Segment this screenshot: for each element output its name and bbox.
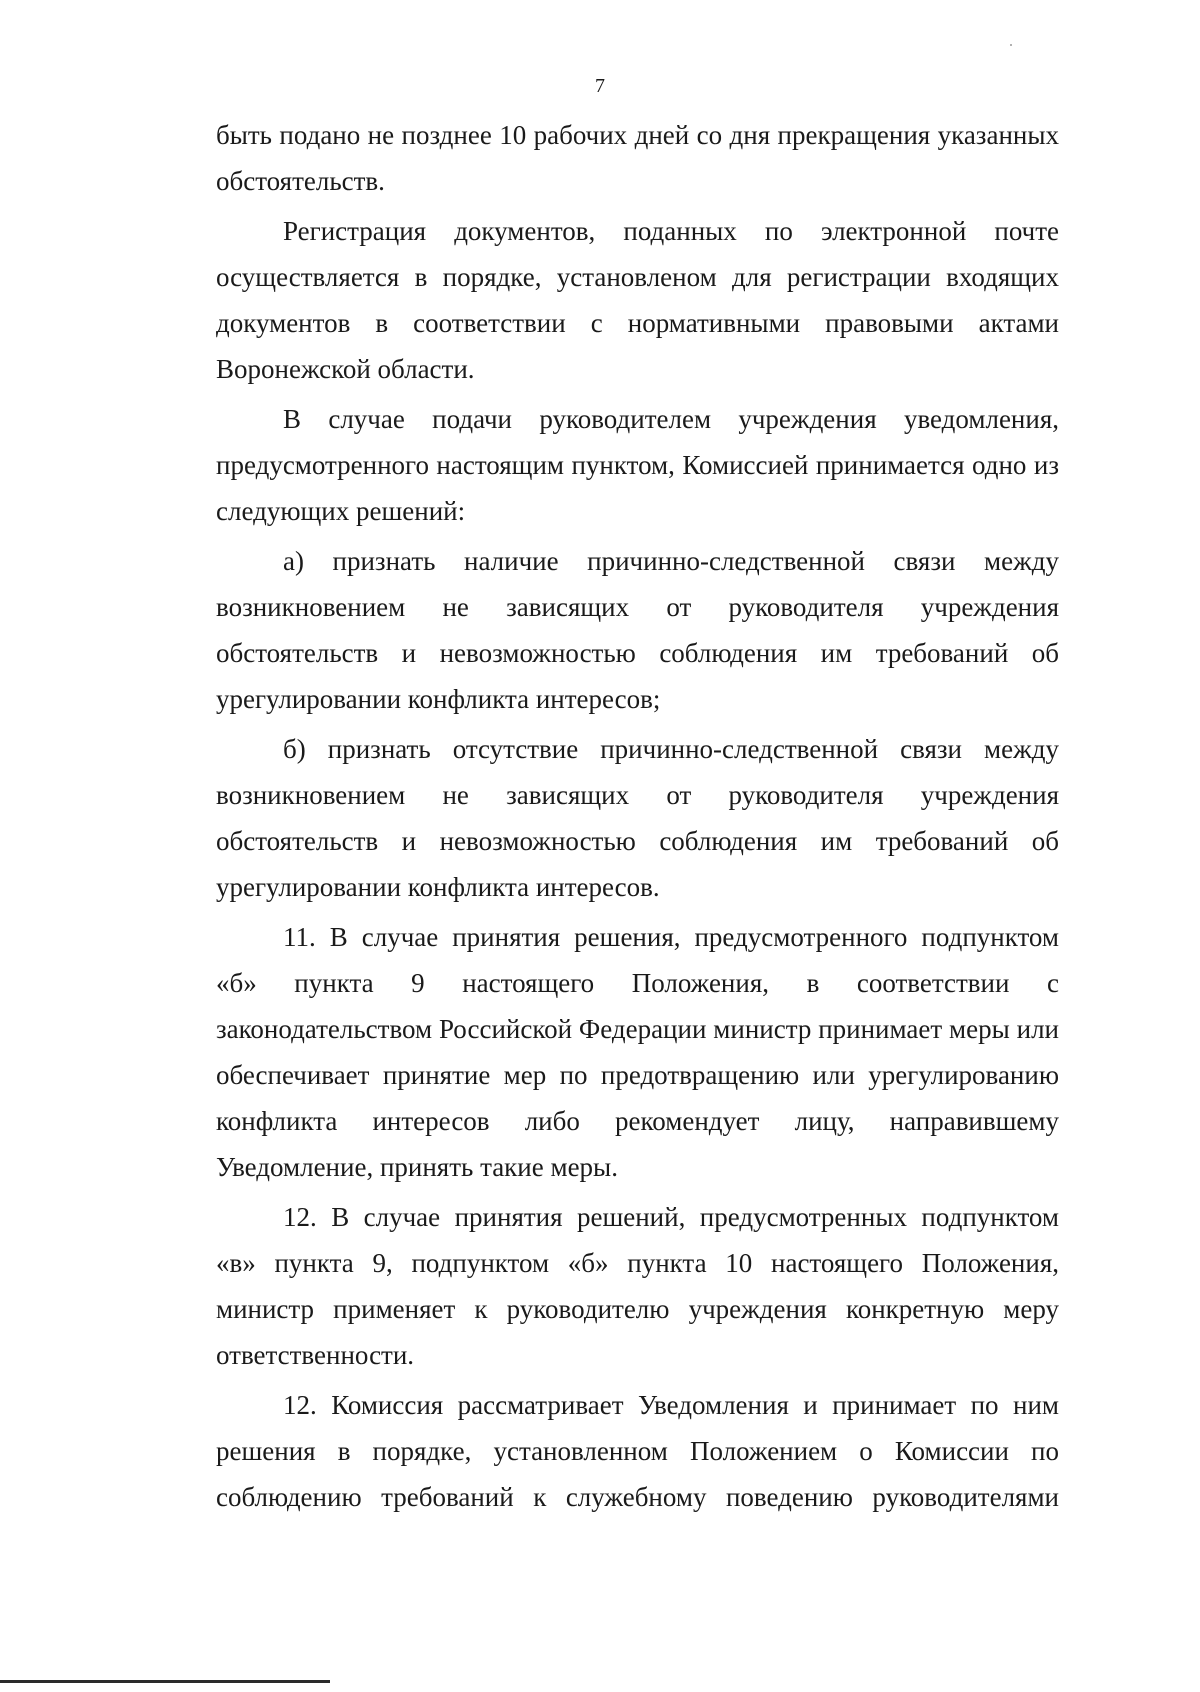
scan-speck: [1010, 44, 1012, 46]
paragraph-continuation: быть подано не позднее 10 рабочих дней со дня прекращения указанных обстоятельств.: [216, 120, 1059, 196]
bottom-rule: [0, 1680, 330, 1683]
paragraph-option-a: а) признать наличие причинно-следственной связи между возникновением не зависящих от руководителя учреждения обстоятельств и невозможностью соблюдения им требований об урегулировании конфликта интересов;: [216, 546, 1059, 714]
paragraph-item-11: 11. В случае принятия решения, предусмотренного подпунктом «б» пункта 9 настоящего Положения, в соответствии с законодательством Российской Федерации министр принимает меры или обеспечивает принятие мер по предотвращению или урегулированию конфликта интересов либо рекомендует лицу, направившему Уведомление, принять такие меры.: [216, 922, 1059, 1182]
paragraph-item-12-commission: 12. Комиссия рассматривает Уведомления и принимает по ним решения в порядке, установленном Положением о Комиссии по соблюдению требований к служебному поведению руководителями: [216, 1390, 1059, 1512]
document-body: [216, 112, 1059, 1524]
paragraph-item-12-measures: 12. В случае принятия решений, предусмотренных подпунктом «в» пункта 9, подпунктом «б» пункта 10 настоящего Положения, министр применяет к руководителю учреждения конкретную меру ответственности.: [216, 1202, 1059, 1370]
paragraph-option-b: б) признать отсутствие причинно-следственной связи между возникновением не зависящих от руководителя учреждения обстоятельств и невозможностью соблюдения им требований об урегулировании конфликта интересов.: [216, 734, 1059, 902]
paragraph-decisions-intro: В случае подачи руководителем учреждения уведомления, предусмотренного настоящим пунктом, Комиссией принимается одно из следующих решений:: [216, 404, 1059, 526]
paragraph-registration: Регистрация документов, поданных по электронной почте осуществляется в порядке, установленом для регистрации входящих документов в соответствии с нормативными правовыми актами Воронежской области.: [216, 216, 1059, 384]
page-number: 7: [595, 75, 605, 97]
